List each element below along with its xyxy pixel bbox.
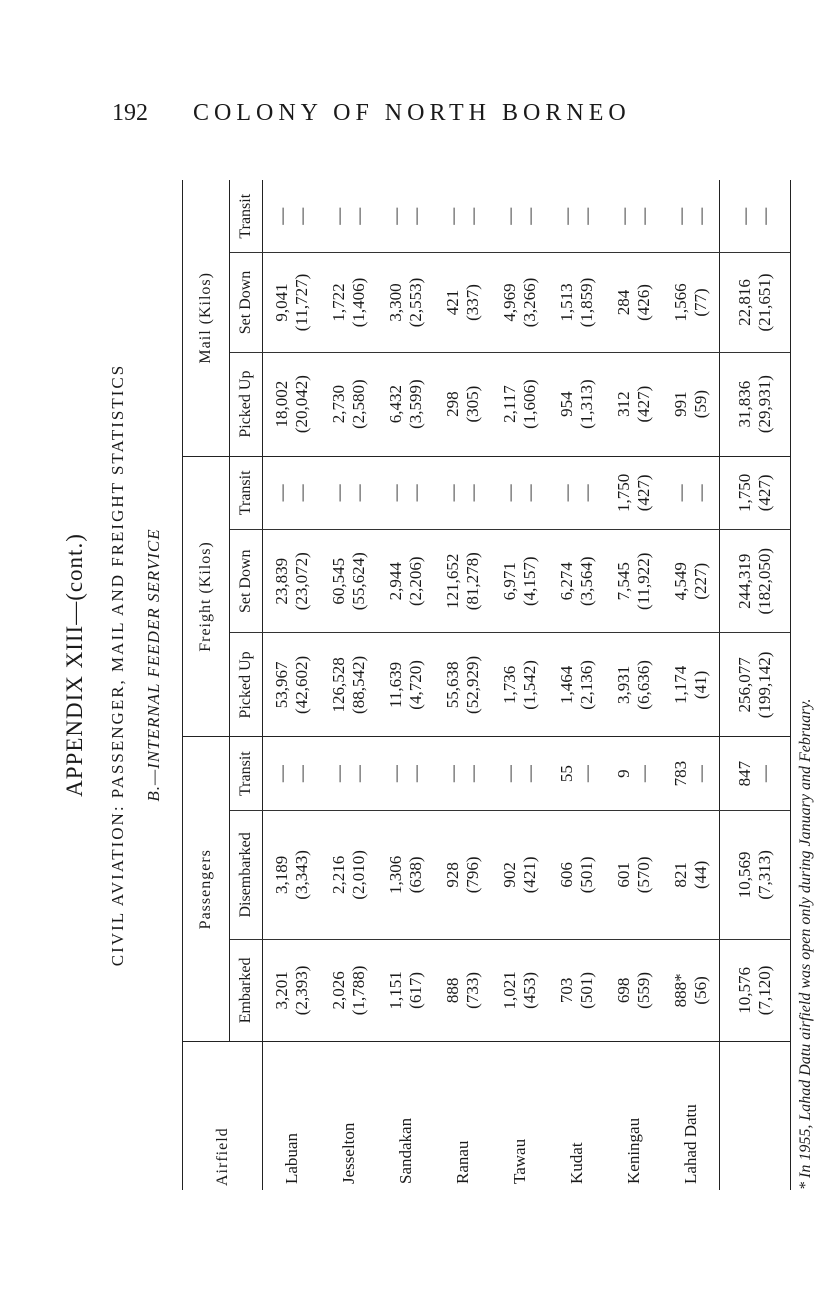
disembarked-value: 2,216 [328,855,348,894]
freight-picked-up-value: 1,174 [670,665,690,705]
passenger-transit-header: Transit [230,737,263,810]
freight-transit-prior: — [690,484,710,502]
embarked-prior: (1,788) [348,965,368,1016]
freight-transit-value: — [556,484,576,502]
embarked-value: 888* [670,973,690,1008]
mail-transit-value: — [613,207,633,225]
total-mail-set-down-prior: (21,651) [755,273,774,332]
freight-transit-prior: — [291,484,311,502]
mail-set-down-prior: (1,859) [576,277,596,328]
mail-picked-up-prior: (427) [633,385,653,423]
transit-value: 9 [613,769,633,778]
embarked-header: Embarked [230,939,263,1041]
page-number: 192 [112,100,148,126]
mail-set-down-value: 9,041 [271,283,291,322]
mail-picked-up-prior: (20,042) [291,375,311,434]
total-mail-set-down: 22,816 [735,279,754,326]
transit-value: — [499,765,519,783]
mail-picked-up-header: Picked Up [230,352,263,456]
freight-picked-up-value: 1,464 [556,665,576,705]
freight-transit-prior: — [462,484,482,502]
mail-picked-up-value: 954 [556,391,576,417]
mail-set-down-value: 4,969 [499,283,519,322]
mail-picked-up-value: 2,117 [499,385,519,423]
freight-picked-up-value: 53,967 [271,661,291,709]
airfield-name: Keningau [623,1117,643,1184]
transit-prior: — [462,765,482,783]
freight-transit-value: — [271,484,291,502]
freight-set-down-value: 6,274 [556,562,576,601]
total-mail-transit: — [735,207,754,225]
mail-set-down-value: 1,722 [328,283,348,322]
freight-picked-up-prior: (42,602) [291,655,311,714]
embarked-value: 888 [442,977,462,1004]
total-disembarked: 10,569 [735,851,754,899]
mail-set-down-prior: (3,266) [519,277,539,328]
disembarked-value: 606 [556,862,576,888]
embarked-prior: (56) [690,976,710,1005]
total-embarked-prior: (7,120) [755,965,774,1016]
freight-transit-value: — [385,484,405,502]
table-subtitle: CIVIL AVIATION: PASSENGER, MAIL AND FREIGHT STATISTICS [108,363,127,967]
total-mail-picked-up-prior: (29,931) [755,375,774,434]
embarked-value: 1,151 [385,971,405,1010]
freight-set-down-value: 2,944 [385,562,405,601]
disembarked-value: 1,306 [385,855,405,894]
mail-transit-prior: — [291,207,311,225]
mail-picked-up-value: 6,432 [385,384,405,424]
footnote: * In 1955, Lahad Datu airfield was open only during January and February. [797,698,814,1190]
embarked-value: 698 [613,977,633,1004]
embarked-value: 3,201 [271,971,291,1010]
table-row [377,180,434,1190]
mail-transit-prior: — [690,207,710,225]
freight-transit-value: — [499,484,519,502]
total-mail-transit-prior: — [755,207,774,225]
mail-transit-header: Transit [230,180,263,253]
total-mail-picked-up: 31,836 [735,380,754,428]
freight-transit-prior: (427) [633,474,653,512]
mail-set-down-value: 1,566 [670,283,690,322]
total-transit-prior: — [755,765,774,783]
disembarked-prior: (796) [462,856,482,894]
mail-set-down-prior: (1,406) [348,277,368,328]
mail-picked-up-value: 18,002 [271,380,291,428]
total-freight-set-down: 244,319 [735,553,754,609]
disembarked-value: 902 [499,862,519,888]
table-row [548,180,605,1190]
transit-value: 783 [670,760,690,787]
statistics-table [182,180,791,1190]
transit-value: 55 [556,765,576,783]
mail-picked-up-prior: (1,606) [519,379,539,429]
freight-picked-up-value: 3,931 [613,665,633,705]
mail-picked-up-prior: (3,599) [405,379,425,429]
mail-transit-value: — [271,207,291,225]
freight-transit-value: — [328,484,348,502]
disembarked-value: 821 [670,862,690,888]
airfield-name: Ranau [452,1140,472,1184]
freight-transit-prior: — [405,484,425,502]
disembarked-prior: (501) [576,856,596,894]
freight-picked-up-header: Picked Up [230,633,263,737]
mail-picked-up-value: 991 [670,391,690,417]
freight-transit-value: — [442,484,462,502]
freight-picked-up-prior: (88,542) [348,655,368,714]
disembarked-value: 928 [442,862,462,888]
freight-set-down-prior: (55,624) [348,552,368,611]
embarked-value: 2,026 [328,971,348,1010]
mail-picked-up-value: 2,730 [328,384,348,424]
mail-set-down-value: 1,513 [556,283,576,322]
freight-picked-up-value: 126,528 [328,657,348,713]
transit-value: — [271,765,291,783]
transit-prior: — [291,765,311,783]
mail-transit-prior: — [405,207,425,225]
transit-prior: — [405,765,425,783]
mail-transit-prior: — [519,207,539,225]
total-embarked: 10,576 [735,967,754,1014]
airfield-name: Kudat [566,1142,586,1184]
freight-header: Freight (Kilos) [183,456,230,737]
disembarked-prior: (570) [633,856,653,894]
mail-transit-value: — [499,207,519,225]
freight-set-down-value: 6,971 [499,562,519,601]
airfield-name: Sandakan [395,1117,415,1184]
mail-transit-value: — [556,207,576,225]
transit-prior: — [519,765,539,783]
transit-value: — [328,765,348,783]
embarked-value: 703 [556,977,576,1004]
freight-set-down-prior: (11,922) [633,552,653,610]
total-transit: 847 [735,760,754,787]
transit-prior: — [348,765,368,783]
table-row [320,180,377,1190]
embarked-prior: (2,393) [291,965,311,1016]
freight-picked-up-prior: (1,542) [519,660,539,710]
freight-transit-value: — [670,484,690,502]
freight-set-down-prior: (4,157) [519,556,539,607]
table-row [662,180,720,1190]
total-freight-set-down-prior: (182,050) [755,547,774,615]
transit-value: — [385,765,405,783]
mail-set-down-prior: (11,727) [291,273,311,332]
freight-picked-up-prior: (41) [690,670,710,700]
freight-set-down-value: 60,545 [328,557,348,605]
freight-picked-up-value: 55,638 [442,661,462,709]
disembarked-prior: (3,343) [291,850,311,900]
freight-set-down-prior: (23,072) [291,552,311,611]
mail-picked-up-prior: (1,313) [576,379,596,429]
mail-picked-up-value: 298 [442,391,462,417]
freight-set-down-prior: (227) [690,562,710,600]
mail-set-down-value: 421 [442,289,462,316]
mail-transit-value: — [385,207,405,225]
table-row [263,180,321,1190]
mail-transit-value: — [442,207,462,225]
freight-transit-prior: — [348,484,368,502]
freight-picked-up-prior: (2,136) [576,660,596,710]
table-row [434,180,491,1190]
total-freight-transit-prior: (427) [755,474,774,512]
freight-set-down-value: 121,652 [442,553,462,609]
freight-transit-prior: — [576,484,596,502]
mail-picked-up-prior: (59) [690,389,710,419]
freight-set-down-prior: (2,206) [405,556,425,607]
appendix-title: APPENDIX XIII—(cont.) [62,533,87,797]
disembarked-value: 3,189 [271,855,291,894]
mail-set-down-value: 284 [613,289,633,316]
freight-transit-header: Transit [230,456,263,529]
freight-transit-value: 1,750 [613,473,633,512]
mail-set-down-prior: (2,553) [405,277,425,328]
embarked-prior: (559) [633,972,653,1009]
total-freight-transit: 1,750 [735,473,754,512]
disembarked-prior: (421) [519,856,539,894]
disembarked-prior: (638) [405,856,425,894]
mail-set-down-prior: (426) [633,284,653,321]
airfield-name: Lahad Datu [680,1104,700,1184]
embarked-prior: (617) [405,972,425,1009]
mail-transit-prior: — [576,207,596,225]
freight-picked-up-value: 1,736 [499,665,519,705]
airfield-name: Jesselton [338,1122,358,1184]
disembarked-header: Disembarked [230,810,263,939]
mail-set-down-value: 3,300 [385,283,405,322]
mail-transit-value: — [328,207,348,225]
mail-set-down-prior: (77) [690,288,710,317]
table-row [605,180,662,1190]
mail-picked-up-prior: (305) [462,385,482,423]
transit-prior: — [633,765,653,783]
freight-set-down-prior: (3,564) [576,556,596,607]
freight-set-down-value: 23,839 [271,557,291,605]
freight-picked-up-prior: (4,720) [405,660,425,710]
freight-picked-up-prior: (6,636) [633,660,653,710]
freight-set-down-prior: (81,278) [462,552,482,611]
airfield-name: Labuan [281,1133,301,1184]
mail-set-down-header: Set Down [230,253,263,352]
transit-prior: — [690,765,710,783]
embarked-prior: (501) [576,972,596,1009]
disembarked-prior: (44) [690,860,710,890]
freight-set-down-value: 4,549 [670,562,690,601]
section-title: B.—INTERNAL FEEDER SERVICE [144,528,163,802]
freight-picked-up-value: 11,639 [385,661,405,708]
embarked-prior: (453) [519,972,539,1009]
freight-set-down-value: 7,545 [613,562,633,601]
disembarked-prior: (2,010) [348,850,368,900]
transit-prior: — [576,765,596,783]
embarked-prior: (733) [462,972,482,1009]
mail-transit-prior: — [462,207,482,225]
freight-picked-up-prior: (52,929) [462,655,482,714]
total-freight-picked-up-prior: (199,142) [755,651,774,719]
mail-header: Mail (Kilos) [183,180,230,456]
airfield-header: Airfield [183,1042,263,1191]
running-head: COLONY OF NORTH BORNEO [193,100,631,126]
mail-picked-up-prior: (2,580) [348,379,368,429]
transit-value: — [442,765,462,783]
table-row [491,180,548,1190]
total-disembarked-prior: (7,313) [755,850,774,900]
mail-set-down-prior: (337) [462,284,482,321]
mail-transit-prior: — [348,207,368,225]
airfield-name: Tawau [509,1138,529,1184]
totals-row [720,180,791,1190]
freight-set-down-header: Set Down [230,530,263,633]
total-freight-picked-up: 256,077 [735,657,754,713]
embarked-value: 1,021 [499,971,519,1010]
freight-transit-prior: — [519,484,539,502]
passengers-header: Passengers [183,737,230,1042]
mail-picked-up-value: 312 [613,391,633,417]
mail-transit-value: — [670,207,690,225]
disembarked-value: 601 [613,862,633,888]
mail-transit-prior: — [633,207,653,225]
rotated-page-content [62,120,822,1210]
